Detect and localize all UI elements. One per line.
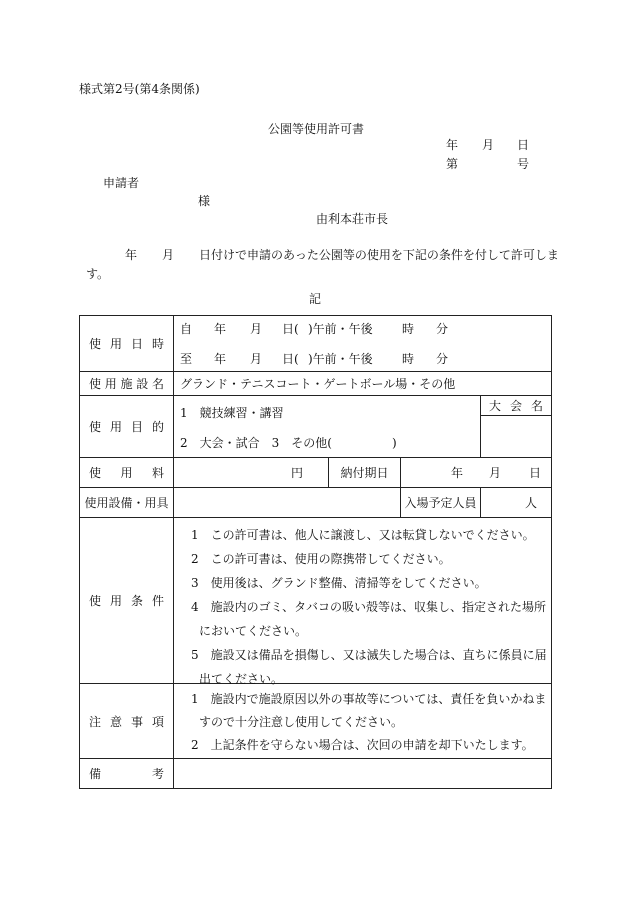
date-day-label: 日 <box>517 138 530 152</box>
row-remarks <box>80 759 552 789</box>
row-notes <box>80 684 552 759</box>
to-ampm: )午前・午後 <box>308 352 373 366</box>
number-prefix: 第 <box>446 157 459 171</box>
event-name-field[interactable] <box>481 416 552 458</box>
row-usage-datetime <box>80 316 552 372</box>
purpose-line2: 2 大会・試合 3 その他( ) <box>180 436 397 450</box>
remarks-value[interactable] <box>174 759 552 789</box>
note-item: 1 施設内で施設原因以外の事故等については、責任を負いかねま <box>191 692 547 706</box>
condition-item-cont: においてください。 <box>199 624 308 638</box>
facility-value: グランド・テニスコート・ゲートボール場・その他 <box>174 372 552 396</box>
number-suffix: 号 <box>517 157 530 171</box>
from-month: 月 <box>250 322 263 336</box>
condition-item: 3 使用後は、グランド整備、清掃等をしてください。 <box>191 576 487 590</box>
document-title: 公園等使用許可書 <box>268 122 365 136</box>
date-year-label: 年 <box>446 138 459 152</box>
due-month: 月 <box>489 466 502 480</box>
fee-label: 使用料 <box>80 458 174 488</box>
note-item-cont: すので十分注意し使用してください。 <box>199 715 404 729</box>
usage-datetime-label: 使用日時 <box>80 316 174 372</box>
row-conditions <box>80 518 552 684</box>
condition-item: 5 施設又は備品を損傷し、又は滅失した場合は、直ちに係員に届 <box>191 648 547 662</box>
facility-label: 使用施設名 <box>80 372 174 396</box>
conditions-label: 使用条件 <box>80 518 174 684</box>
remarks-label: 備考 <box>80 759 174 789</box>
usage-datetime-value <box>174 316 552 372</box>
attendees-value: 人 <box>481 488 552 518</box>
from-day: 日( <box>282 322 299 336</box>
to-day: 日( <box>282 352 299 366</box>
due-date-value <box>401 458 552 488</box>
row-fee <box>80 458 552 488</box>
event-name-label: 大会名 <box>481 396 552 416</box>
applicant-label: 申請者 <box>103 176 140 190</box>
from-minute: 分 <box>436 322 449 336</box>
to-month: 月 <box>250 352 263 366</box>
form-number: 様式第2号(第4条関係) <box>79 82 200 96</box>
notes-list <box>174 684 552 759</box>
to-prefix: 至 <box>180 352 193 366</box>
permit-table <box>79 315 552 789</box>
to-minute: 分 <box>436 352 449 366</box>
from-hour: 時 <box>402 322 415 336</box>
condition-item: 4 施設内のゴミ、タバコの吸い殻等は、収集し、指定された場所 <box>191 600 547 614</box>
date-month-label: 月 <box>482 138 495 152</box>
due-year: 年 <box>451 466 464 480</box>
equipment-value[interactable] <box>174 488 401 518</box>
fee-value: 円 <box>174 458 329 488</box>
condition-item: 1 この許可書は、他人に譲渡し、又は転貸しないでください。 <box>191 528 535 542</box>
from-ampm: )午前・午後 <box>308 322 373 336</box>
purpose-label: 使用目的 <box>80 396 174 458</box>
purpose-value <box>174 396 481 458</box>
body-text-line2: す。 <box>86 267 110 281</box>
conditions-list <box>174 518 552 684</box>
purpose-line1: 1 競技練習・講習 <box>180 406 284 420</box>
attendees-label: 入場予定人員 <box>401 488 481 518</box>
body-text-line1: 日付けで申請のあった公園等の使用を下記の条件を付して許可しま <box>199 248 559 262</box>
note-item: 2 上記条件を守らない場合は、次回の申請を却下いたします。 <box>191 738 534 752</box>
issuer-name: 由利本荘市長 <box>316 212 389 226</box>
row-equipment <box>80 488 552 518</box>
to-hour: 時 <box>402 352 415 366</box>
due-day: 日 <box>529 466 542 480</box>
due-date-label: 納付期日 <box>329 458 401 488</box>
from-year: 年 <box>214 322 227 336</box>
row-purpose-top <box>80 396 552 416</box>
body-month: 月 <box>162 248 175 262</box>
applicant-honorific: 様 <box>198 194 211 208</box>
from-prefix: 自 <box>180 322 193 336</box>
condition-item: 2 この許可書は、使用の際携帯してください。 <box>191 552 451 566</box>
equipment-label: 使用設備・用具 <box>80 488 174 518</box>
condition-item-cont: 出てください。 <box>199 672 284 686</box>
to-year: 年 <box>214 352 227 366</box>
body-year: 年 <box>125 248 138 262</box>
notes-label: 注意事項 <box>80 684 174 759</box>
ki-label: 記 <box>309 292 322 306</box>
row-facility <box>80 372 552 396</box>
